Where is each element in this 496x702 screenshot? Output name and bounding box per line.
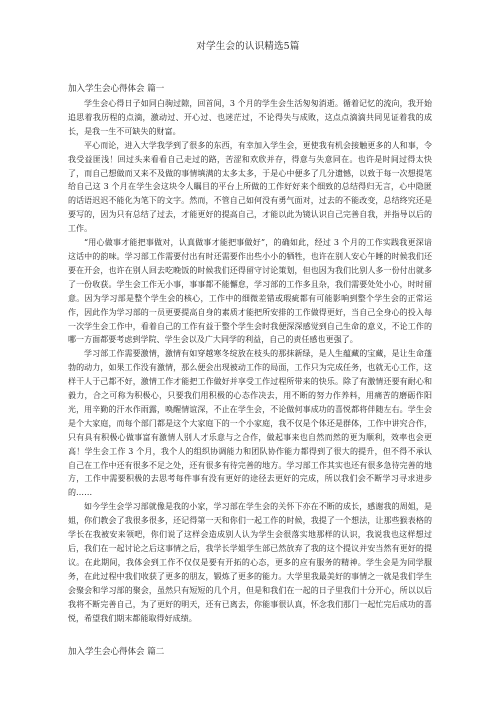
paragraph-1: 学生会心得日子如同白驹过隙，回首间，3 个月的学生会生活匆匆消逝。循着记忆的流向，我开始追思着我历程的点滴，激动过、开心过、也迷茫过，不论得失与成败，这点点滴滴共同见证着我的成长，是我一生不可缺失的财富。 [68,99,432,136]
paragraph-3: “用心做事才能把事做对，认真做事才能把事做好”，的确如此，经过 3 个月的工作实践我更深谙这话中的韵味。学习部工作需要付出有时还需要作出些小小的牺牲，也许在别人安心午睡的时候我们还要在开会，也许在别人回去吃晚饭的时候我们还得留守讨论策划，但也因为我们比别人多一份付出就多了一份收获。学生会工作无小事，事事都不能懈怠，学习部的工作多且杂，我们需要处处小心，时时留意。因为学习部是整个学生会的核心，工作中的细微差错或瑕疵都有可能影响到整个学生会的正常运作，因此作为学习部的一员更要提高自身的素质才能把所安排的工作做得更好，当自己全身心的投入每一次学生会工作中，看着自己的工作有益于整个学生会时我便深深感觉到自己生命的意义，不论工作的哪一方面都要考虑到学院、学生会以及广大同学的利益，自己的责任感也更强了。 [68,238,432,345]
document-title: 对学生会的认识精选5篇 [196,41,300,52]
section-body-1 [68,97,432,625]
section-heading-1: 加入学生会心得体会 篇一 [68,84,165,94]
paragraph-4: 学习部工作需要激情，激情有如穿越寒冬绽放在枝头的那抹新绿，是人生蕴藏的宝藏，是让生命蓬勃的动力，如果工作没有激情，那么便会出现被动工作的局面，工作只为完成任务，也就无心工作，这样干人于己都不好，激情工作才能把工作做好并享受工作过程所带来的快乐。除了有激情还要有耐心和毅力，合之可称为积极心，只要我们用积极的心态作决去，用不断的努力作养料，用痛苦的磨砺作阳光，用辛勤的汗水作雨露，唤醒情谊深，不止在学生会，不论做何事成功的喜悦都将伴随左右。学生会是个大家庭，而每个部门都是这个大家庭下的一个小家庭，我不仅是个体还是群体，工作中讲究合作，只有具有积极心做事富有激情人别人才乐意与之合作，做起事来也自然而然的更为顺利，效率也会更高！学生会工作 3 个月，我个人的组织协调能力和团队协作能力都得到了很大的提升，但不得不承认自己在工作中还有很多不足之处，还有很多有待完善的地方。学习部工作其实也还有很多急待完善的地方，工作中需要积极的去思考每件事有没有更好的途径去更好的完成，所以我们会不断学习寻求进步的…… [68,349,432,498]
paragraph-2: 平心而论，进入大学我学到了很多的东西，有幸加入学生会，更使我有机会接触更多的人和事，令我受益匪浅！回过头来看看自己走过的路，苦涩和欢欣并存，得意与失意同在。也许是时间过得太快了，而自己想做而又来不及做的事情填满的太多太多，于是心中便多了几分遗憾，以致于每一次想提笔给自己这 3 个月在学生会这块令人瞩目的平台上所做的工作好好来个细致的总结得归无言，心中隐匿的话语迟迟不能化为笔下的文字。然而，不管自己如何没有勇气面对，过去的不能改变，总结终究还是要写的，因为只有总结了过去，才能更好的提高自己，才能以此为镜认识自己完善自我，并指导以后的工作。 [68,140,432,234]
section-heading-2: 加入学生会心得体会 篇二 [68,647,165,657]
paragraph-5: 如今学生会学习部就像是我的小家，学习部在学生会的关怀下亦在不断的成长，感谢我的周姐，是姐，你们教会了我很多很多，还记得第一天和你们一起工作的时候，我提了一个想法，让那些猴表格的学长在我被安来领吧，你们说了这样会造成别人认为学生会很落实地那样的认识，我说我也这样想过后，我们在一起讨论之后这事情之后，我学长学姐学生部已然放弃了我的这个提议并安当然有更好的提议。在此期间，我体会到工作不仅仅是要有开拓的心态，更多的应有服务的精神。学生会是为同学服务，在此过程中我们收获了更多的朋友，锻炼了更多的能力。大学里我最美好的事情之一就是我们学生会聚会和学习部的聚会，虽然只有短短的几个月，但是和我们在一起的日子里我们十分开心，所以以后我将不断完善自己，为了更好的明天，还有已离去，你能事很认真，怀念我们那门一起忙完后成功的喜悦，希望我们期末都能取得好成绩。 [68,502,432,623]
